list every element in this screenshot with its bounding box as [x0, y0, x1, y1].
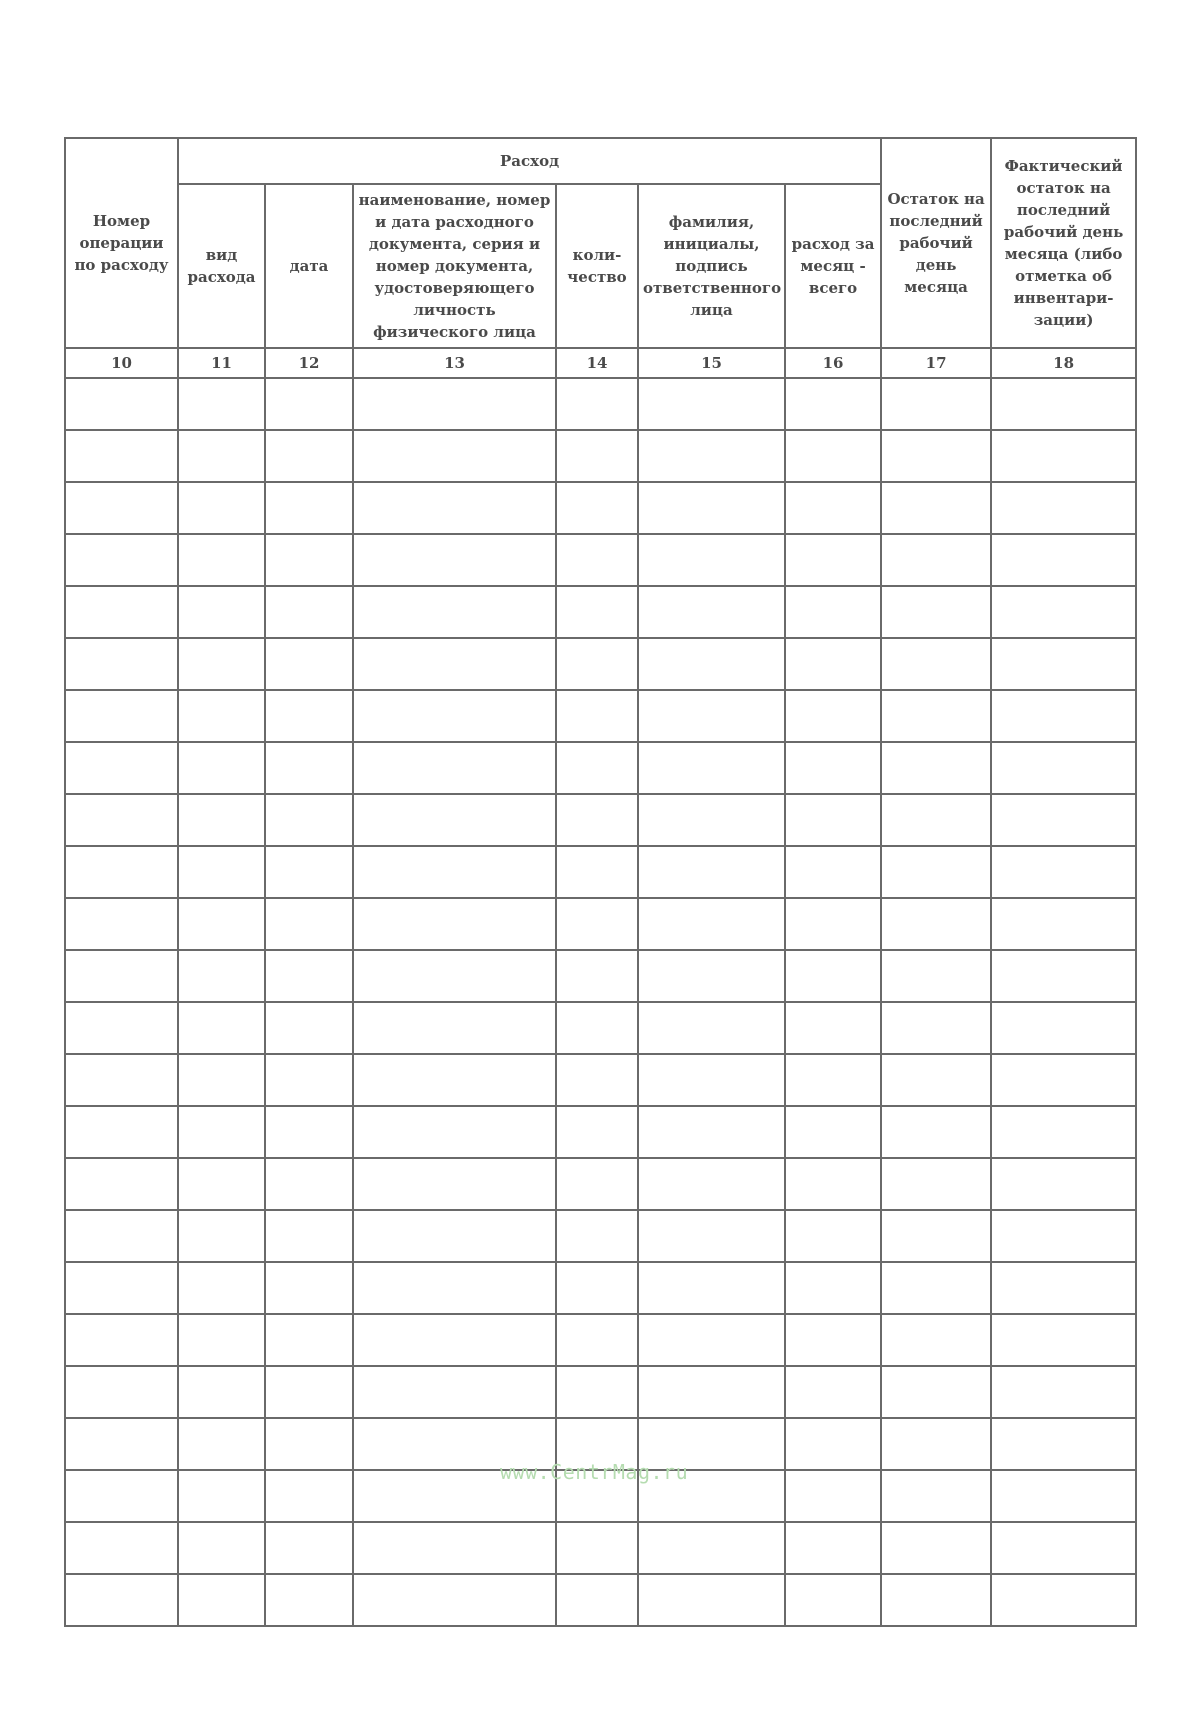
- table-cell: [785, 1262, 881, 1314]
- table-cell: [991, 1210, 1136, 1262]
- table-cell: [178, 898, 265, 950]
- table-cell: [178, 1106, 265, 1158]
- table-cell: [556, 1574, 638, 1626]
- table-cell: [556, 586, 638, 638]
- table-cell: [881, 950, 991, 1002]
- table-cell: [991, 1054, 1136, 1106]
- table-cell: [785, 1314, 881, 1366]
- table-row: [65, 378, 1136, 430]
- table-cell: [178, 1470, 265, 1522]
- table-cell: [638, 794, 785, 846]
- table-cell: [556, 1522, 638, 1574]
- table-cell: [353, 534, 556, 586]
- column-number: 13: [353, 348, 556, 378]
- table-cell: [881, 1418, 991, 1470]
- table-cell: [265, 950, 353, 1002]
- table-cell: [265, 586, 353, 638]
- table-cell: [556, 1262, 638, 1314]
- table-cell: [65, 1418, 178, 1470]
- table-cell: [881, 690, 991, 742]
- table-cell: [265, 794, 353, 846]
- table-cell: [178, 794, 265, 846]
- table-cell: [638, 534, 785, 586]
- table-cell: [785, 1158, 881, 1210]
- table-cell: [991, 1106, 1136, 1158]
- table-cell: [785, 1054, 881, 1106]
- column-number: 16: [785, 348, 881, 378]
- table-row: [65, 430, 1136, 482]
- table-cell: [65, 950, 178, 1002]
- header-balance-last-day: Остаток на последний рабочий день месяца: [881, 138, 991, 348]
- table-cell: [638, 1262, 785, 1314]
- table-cell: [65, 898, 178, 950]
- table-cell: [353, 1054, 556, 1106]
- table-cell: [178, 482, 265, 534]
- table-cell: [638, 846, 785, 898]
- table-cell: [178, 846, 265, 898]
- header-responsible-person: фамилия, инициалы, подпись ответственного лица: [638, 184, 785, 348]
- table-cell: [881, 1054, 991, 1106]
- table-cell: [881, 1470, 991, 1522]
- table-cell: [881, 1574, 991, 1626]
- table-cell: [556, 482, 638, 534]
- header-operation-number: Номер операции по расходу: [65, 138, 178, 348]
- table-cell: [265, 742, 353, 794]
- table-cell: [65, 1158, 178, 1210]
- table-cell: [881, 1210, 991, 1262]
- table-cell: [556, 1054, 638, 1106]
- table-cell: [353, 690, 556, 742]
- table-cell: [353, 378, 556, 430]
- table-cell: [556, 950, 638, 1002]
- table-cell: [178, 378, 265, 430]
- table-row: [65, 1366, 1136, 1418]
- table-cell: [178, 1418, 265, 1470]
- table-cell: [638, 898, 785, 950]
- header-document-details: наименование, номер и дата расходного документа, серия и номер документа, удостоверяющего личность физического лица: [353, 184, 556, 348]
- table-cell: [265, 1262, 353, 1314]
- table-cell: [881, 794, 991, 846]
- watermark: www.CentrMag.ru: [500, 1460, 689, 1484]
- table-cell: [178, 534, 265, 586]
- table-cell: [785, 1418, 881, 1470]
- table-cell: [556, 638, 638, 690]
- table-cell: [178, 586, 265, 638]
- table-cell: [785, 1366, 881, 1418]
- table-cell: [353, 1574, 556, 1626]
- table-cell: [353, 1314, 556, 1366]
- table-cell: [785, 742, 881, 794]
- table-cell: [265, 846, 353, 898]
- table-cell: [638, 378, 785, 430]
- table-cell: [881, 430, 991, 482]
- header-expense-type: вид расхода: [178, 184, 265, 348]
- ledger-sheet: [64, 137, 1137, 1627]
- ledger-body: [65, 378, 1136, 1626]
- table-cell: [178, 1314, 265, 1366]
- table-row: [65, 1522, 1136, 1574]
- table-cell: [638, 1314, 785, 1366]
- column-number: 11: [178, 348, 265, 378]
- table-cell: [556, 1210, 638, 1262]
- table-cell: [881, 482, 991, 534]
- table-cell: [353, 950, 556, 1002]
- table-cell: [265, 482, 353, 534]
- table-cell: [265, 1574, 353, 1626]
- table-row: [65, 794, 1136, 846]
- table-cell: [178, 1574, 265, 1626]
- table-row: [65, 846, 1136, 898]
- table-cell: [353, 846, 556, 898]
- table-cell: [881, 1366, 991, 1418]
- table-cell: [881, 586, 991, 638]
- table-cell: [991, 482, 1136, 534]
- table-cell: [265, 690, 353, 742]
- table-cell: [65, 1054, 178, 1106]
- table-cell: [785, 1002, 881, 1054]
- table-row: [65, 1210, 1136, 1262]
- header-expense-group: Расход: [178, 138, 881, 184]
- table-cell: [991, 1314, 1136, 1366]
- table-cell: [353, 898, 556, 950]
- header-date: дата: [265, 184, 353, 348]
- table-cell: [65, 1470, 178, 1522]
- table-row: [65, 638, 1136, 690]
- table-cell: [353, 638, 556, 690]
- table-cell: [638, 1002, 785, 1054]
- table-cell: [638, 638, 785, 690]
- table-cell: [785, 1522, 881, 1574]
- table-cell: [65, 1314, 178, 1366]
- column-number: 18: [991, 348, 1136, 378]
- header-actual-balance: Фактический остаток на последний рабочий день месяца (либо отметка об инвентари-зации): [991, 138, 1136, 348]
- table-cell: [991, 1418, 1136, 1470]
- table-cell: [65, 1366, 178, 1418]
- table-cell: [178, 742, 265, 794]
- column-number: 10: [65, 348, 178, 378]
- table-cell: [353, 1106, 556, 1158]
- table-cell: [991, 1574, 1136, 1626]
- table-cell: [556, 534, 638, 586]
- table-cell: [556, 1366, 638, 1418]
- table-row: [65, 586, 1136, 638]
- table-cell: [991, 1262, 1136, 1314]
- table-cell: [556, 898, 638, 950]
- table-cell: [785, 378, 881, 430]
- table-cell: [353, 430, 556, 482]
- table-cell: [638, 1158, 785, 1210]
- table-cell: [65, 742, 178, 794]
- table-cell: [785, 482, 881, 534]
- table-cell: [265, 898, 353, 950]
- table-row: [65, 742, 1136, 794]
- table-cell: [785, 690, 881, 742]
- table-cell: [265, 1210, 353, 1262]
- table-cell: [556, 742, 638, 794]
- table-cell: [638, 1106, 785, 1158]
- table-cell: [178, 1054, 265, 1106]
- table-cell: [178, 638, 265, 690]
- table-cell: [785, 1574, 881, 1626]
- table-cell: [991, 378, 1136, 430]
- column-number: 12: [265, 348, 353, 378]
- table-cell: [353, 1262, 556, 1314]
- column-number: 17: [881, 348, 991, 378]
- table-cell: [265, 430, 353, 482]
- table-cell: [991, 898, 1136, 950]
- table-cell: [785, 534, 881, 586]
- table-cell: [638, 950, 785, 1002]
- table-cell: [881, 1262, 991, 1314]
- table-cell: [178, 690, 265, 742]
- table-cell: [178, 1158, 265, 1210]
- table-cell: [991, 794, 1136, 846]
- table-cell: [785, 898, 881, 950]
- table-cell: [353, 1210, 556, 1262]
- table-cell: [638, 430, 785, 482]
- table-row: [65, 1574, 1136, 1626]
- table-cell: [881, 1522, 991, 1574]
- table-cell: [65, 794, 178, 846]
- table-cell: [178, 1210, 265, 1262]
- table-cell: [265, 1002, 353, 1054]
- table-row: [65, 1054, 1136, 1106]
- table-cell: [991, 534, 1136, 586]
- table-cell: [65, 846, 178, 898]
- header-monthly-total: расход за месяц - всего: [785, 184, 881, 348]
- table-cell: [881, 898, 991, 950]
- table-cell: [65, 586, 178, 638]
- table-cell: [178, 950, 265, 1002]
- header-row-top: [65, 138, 1136, 184]
- table-cell: [638, 690, 785, 742]
- table-cell: [881, 1106, 991, 1158]
- table-cell: [353, 586, 556, 638]
- table-cell: [556, 846, 638, 898]
- table-cell: [881, 1158, 991, 1210]
- table-cell: [65, 638, 178, 690]
- table-cell: [991, 846, 1136, 898]
- table-cell: [991, 950, 1136, 1002]
- table-cell: [556, 1314, 638, 1366]
- column-number: 15: [638, 348, 785, 378]
- table-cell: [991, 690, 1136, 742]
- table-cell: [556, 1002, 638, 1054]
- table-cell: [638, 1054, 785, 1106]
- table-cell: [556, 794, 638, 846]
- table-cell: [353, 1158, 556, 1210]
- table-row: [65, 950, 1136, 1002]
- table-cell: [65, 378, 178, 430]
- table-cell: [265, 1314, 353, 1366]
- table-cell: [65, 1262, 178, 1314]
- table-cell: [991, 638, 1136, 690]
- table-cell: [65, 1210, 178, 1262]
- table-cell: [881, 638, 991, 690]
- table-cell: [991, 586, 1136, 638]
- table-cell: [881, 846, 991, 898]
- table-row: [65, 534, 1136, 586]
- table-cell: [785, 586, 881, 638]
- table-cell: [638, 482, 785, 534]
- table-cell: [785, 950, 881, 1002]
- table-cell: [265, 1106, 353, 1158]
- table-cell: [638, 1366, 785, 1418]
- column-number: 14: [556, 348, 638, 378]
- table-cell: [353, 1002, 556, 1054]
- table-cell: [785, 846, 881, 898]
- table-cell: [638, 742, 785, 794]
- table-cell: [65, 1106, 178, 1158]
- table-cell: [178, 1002, 265, 1054]
- table-row: [65, 690, 1136, 742]
- table-cell: [353, 742, 556, 794]
- table-cell: [556, 430, 638, 482]
- table-row: [65, 1002, 1136, 1054]
- table-cell: [785, 794, 881, 846]
- table-cell: [65, 1002, 178, 1054]
- table-cell: [65, 482, 178, 534]
- table-cell: [991, 742, 1136, 794]
- table-row: [65, 1158, 1136, 1210]
- table-cell: [556, 1106, 638, 1158]
- table-cell: [178, 1522, 265, 1574]
- table-cell: [991, 1002, 1136, 1054]
- header-quantity: коли-чество: [556, 184, 638, 348]
- table-cell: [65, 430, 178, 482]
- table-cell: [65, 1574, 178, 1626]
- table-row: [65, 1314, 1136, 1366]
- table-cell: [881, 742, 991, 794]
- table-cell: [881, 534, 991, 586]
- table-cell: [785, 430, 881, 482]
- table-cell: [265, 1158, 353, 1210]
- expense-ledger-table: [64, 137, 1137, 1627]
- table-cell: [881, 1314, 991, 1366]
- table-cell: [265, 378, 353, 430]
- table-row: [65, 1106, 1136, 1158]
- table-cell: [785, 1210, 881, 1262]
- table-cell: [65, 534, 178, 586]
- table-cell: [265, 534, 353, 586]
- table-cell: [178, 1366, 265, 1418]
- table-cell: [991, 1470, 1136, 1522]
- table-cell: [65, 1522, 178, 1574]
- table-cell: [265, 1366, 353, 1418]
- column-number-row: [65, 348, 1136, 378]
- table-cell: [265, 1054, 353, 1106]
- table-cell: [265, 1418, 353, 1470]
- table-cell: [353, 794, 556, 846]
- table-cell: [991, 1158, 1136, 1210]
- table-row: [65, 898, 1136, 950]
- table-cell: [353, 1522, 556, 1574]
- table-cell: [991, 1366, 1136, 1418]
- table-cell: [353, 482, 556, 534]
- table-cell: [265, 638, 353, 690]
- table-cell: [178, 1262, 265, 1314]
- table-row: [65, 482, 1136, 534]
- table-cell: [785, 1106, 881, 1158]
- table-cell: [638, 1210, 785, 1262]
- table-cell: [353, 1366, 556, 1418]
- table-cell: [881, 1002, 991, 1054]
- table-cell: [178, 430, 265, 482]
- table-cell: [638, 1522, 785, 1574]
- table-cell: [785, 1470, 881, 1522]
- table-cell: [991, 1522, 1136, 1574]
- table-row: [65, 1262, 1136, 1314]
- table-cell: [556, 690, 638, 742]
- table-cell: [638, 1574, 785, 1626]
- table-cell: [556, 378, 638, 430]
- table-cell: [265, 1522, 353, 1574]
- table-cell: [65, 690, 178, 742]
- table-cell: [265, 1470, 353, 1522]
- table-cell: [556, 1158, 638, 1210]
- table-cell: [785, 638, 881, 690]
- table-cell: [881, 378, 991, 430]
- table-cell: [638, 586, 785, 638]
- table-cell: [991, 430, 1136, 482]
